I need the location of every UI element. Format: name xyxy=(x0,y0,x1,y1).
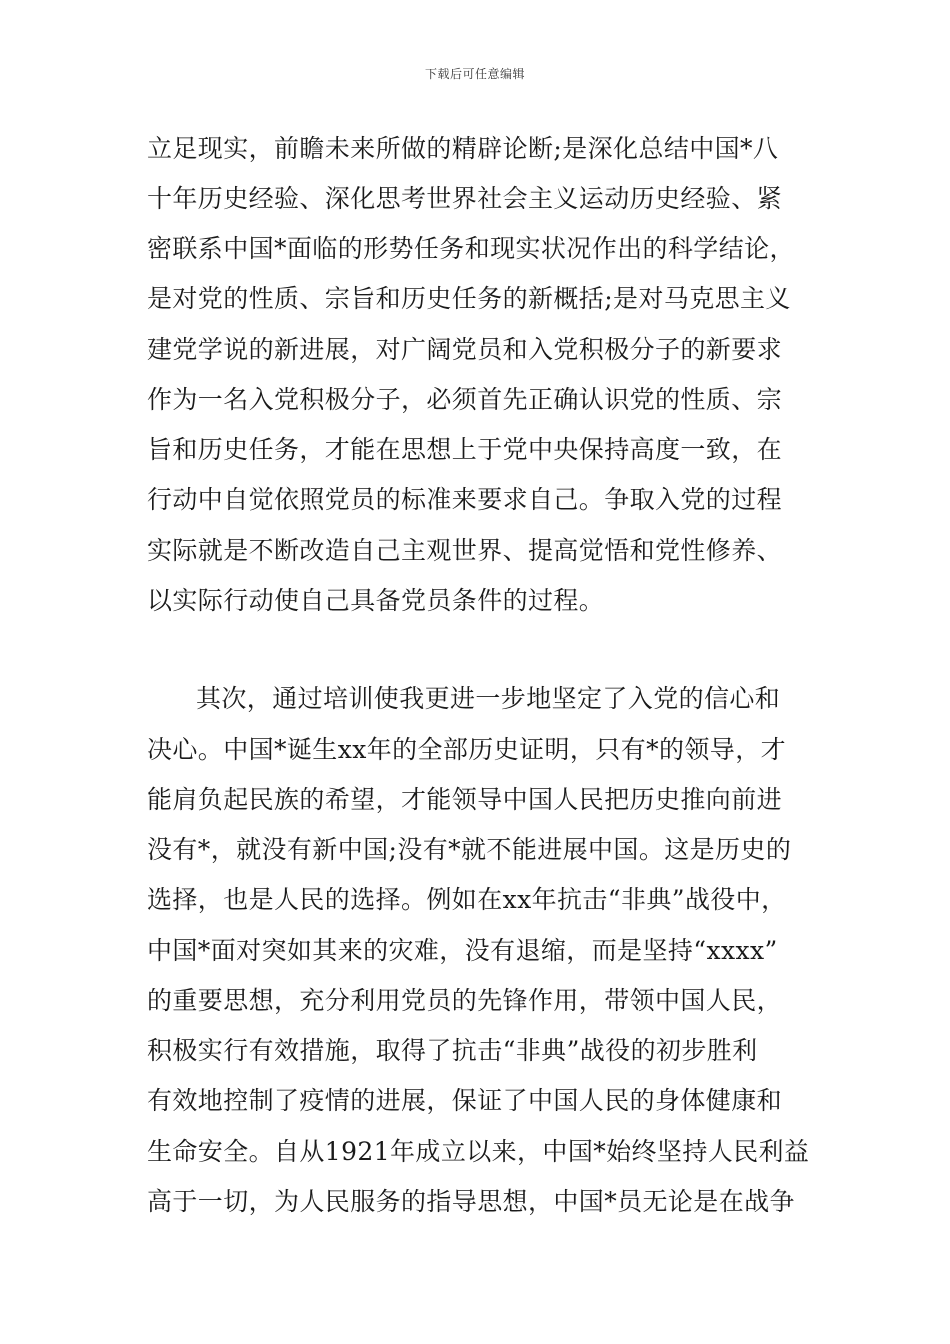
text-line: 有效地控制了疫情的进展，保证了中国人民的身体健康和 xyxy=(147,1086,783,1115)
text-line: 建党学说的新进展，对广阔党员和入党积极分子的新要求 xyxy=(147,335,783,364)
text-line: 能肩负起民族的希望，才能领导中国人民把历史推向前进 xyxy=(147,785,783,814)
text-line: 其次，通过培训使我更进一步地坚定了入党的信心和 xyxy=(196,684,781,713)
text-line: 生命安全。自从1921年成立以来，中国*始终坚持人民利益 xyxy=(147,1137,810,1166)
text-line: 十年历史经验、深化思考世界社会主义运动历史经验、紧 xyxy=(147,184,783,213)
text-line: 决心。中国*诞生xx年的全部历史证明，只有*的领导，才 xyxy=(147,735,787,764)
text-line: 积极实行有效措施，取得了抗击“非典”战役的初步胜利 xyxy=(147,1036,758,1065)
text-line: 选择，也是人民的选择。例如在xx年抗击“非典”战役中， xyxy=(147,885,787,914)
text-line: 的重要思想，充分利用党员的先锋作用，带领中国人民， xyxy=(147,986,783,1015)
text-line: 中国*面对突如其来的灾难，没有退缩，而是坚持“xxxx” xyxy=(147,936,778,965)
text-line: 立足现实，前瞻未来所做的精辟论断;是深化总结中国*八 xyxy=(147,134,779,163)
text-line: 以实际行动使自己具备党员条件的过程。 xyxy=(147,586,605,615)
text-line: 实际就是不断改造自己主观世界、提高觉悟和党性修养、 xyxy=(147,536,783,565)
text-line: 密联系中国*面临的形势任务和现实状况作出的科学结论， xyxy=(147,234,795,263)
text-line: 是对党的性质、宗旨和历史任务的新概括;是对马克思主义 xyxy=(147,284,791,313)
text-line: 旨和历史任务，才能在思想上于党中央保持高度一致，在 xyxy=(147,435,783,464)
text-line: 作为一名入党积极分子，必须首先正确认识党的性质、宗 xyxy=(147,385,783,414)
text-line: 没有*，就没有新中国;没有*就不能进展中国。这是历史的 xyxy=(147,835,792,864)
page-header: 下载后可任意编辑 xyxy=(424,67,525,81)
text-line: 行动中自觉依照党员的标准来要求自己。争取入党的过程 xyxy=(147,485,783,514)
text-line: 高于一切，为人民服务的指导思想，中国*员无论是在战争 xyxy=(147,1187,795,1216)
